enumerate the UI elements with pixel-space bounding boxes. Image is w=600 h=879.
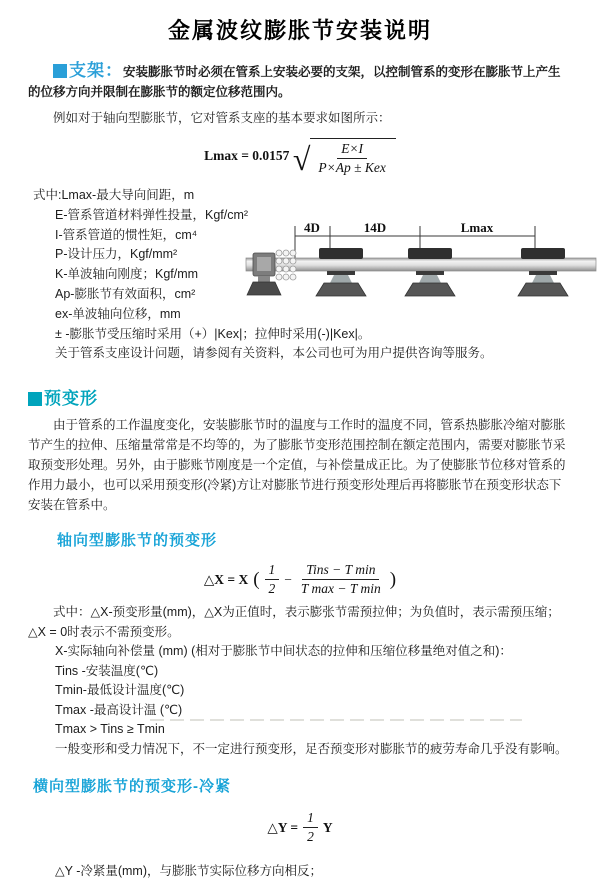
axial-line: Tmax > Tins ≥ Tmin xyxy=(55,722,165,737)
radical-sign: √ xyxy=(292,140,311,177)
definition-line: 式中:Lmax-最大导向间距，m xyxy=(33,188,195,202)
lateral-numerator: 1 xyxy=(303,810,318,828)
guide-support xyxy=(316,248,366,296)
page-title: 金属波纹膨胀节安装说明 xyxy=(167,18,432,43)
section-bullet-icon xyxy=(53,64,67,78)
formula-lmax xyxy=(0,138,600,176)
sqrt-expression xyxy=(293,138,396,176)
formula-lateral-rhs: Y xyxy=(322,819,333,835)
predeform-section-heading-row xyxy=(28,384,572,409)
temp-numerator: Tins − T min xyxy=(302,562,379,580)
axial-line: Tmin-最低设计温度(℃) xyxy=(55,683,185,698)
support-example-line: 例如对于轴向型膨胀节，它对管系支座的基本要求如图所示： xyxy=(53,111,391,125)
definitions-block xyxy=(33,186,600,364)
predeform-section-heading: 预变形 xyxy=(44,389,98,409)
radicand xyxy=(310,138,396,176)
definition-line: Ap-膨胀节有效面积，cm² xyxy=(55,286,196,301)
fraction-temperature xyxy=(297,562,385,597)
axial-line: 式中：△X-预变形量(mm)，△X为正值时，表示膨张节需预拉伸；为负值时，表示需预压缩；△X = 0时表示不需预变形。 xyxy=(28,605,560,639)
fraction-half-lateral xyxy=(303,810,318,845)
support-section-heading: 支架： xyxy=(69,61,123,80)
definition-line: ex-单波轴向位移，mm xyxy=(55,306,181,321)
definition-line: P-设计压力，Kgf/mm² xyxy=(55,247,178,262)
formula-lmax-lhs: Lmax = 0.0157 xyxy=(204,148,290,164)
formula-lateral-coldpull xyxy=(0,810,600,845)
coldpull-note: △Y -冷紧量(mm)，与膨胀节实际位移方向相反； xyxy=(55,864,323,879)
fraction-half xyxy=(265,562,280,597)
fraction-denominator: P×Ap ± Kex xyxy=(318,160,386,175)
formula-lateral-lhs: △Y = xyxy=(267,819,299,835)
diagram-label-4d: 4D xyxy=(304,220,320,235)
support-intro-text: 安装膨胀节时必须在管系上安装必要的支架，以控制管系的变形在膨胀节上产生的位移方向并限制在膨胀节的额定位移范围内。 xyxy=(28,65,561,99)
definition-line: K-单波轴向刚度；Kgf/mm xyxy=(55,267,199,282)
pipe xyxy=(246,258,596,271)
clipped-text-remnant xyxy=(150,719,522,721)
fraction xyxy=(314,141,390,176)
axial-line: Tmax -最高设计温 (℃) xyxy=(55,702,183,717)
axial-subheading: 轴向型膨胀节的预变形 xyxy=(57,532,218,550)
support-section-intro xyxy=(28,61,572,102)
definition-line: 关于管系支座设计问题，请参阅有关资料，本公司也可为用户提供咨询等服务。 xyxy=(55,346,493,361)
axial-definitions-block xyxy=(28,603,572,759)
minus-sign: − xyxy=(284,571,292,587)
lateral-denominator: 2 xyxy=(307,829,314,845)
section-bullet-icon xyxy=(28,392,42,406)
lateral-subheading: 横向型膨胀节的预变形-冷紧 xyxy=(33,778,231,796)
formula-axial-lhs: △X = X xyxy=(203,571,249,587)
half-denominator: 2 xyxy=(268,581,276,597)
half-numerator: 1 xyxy=(265,562,280,580)
axial-line: X-实际轴向补偿量 (mm) (相对于膨胀节中间状态的拉伸和压缩位移量绝对值之和)： xyxy=(55,644,512,659)
pipe-support-diagram xyxy=(243,216,599,314)
diagram-label-14d: 14D xyxy=(363,220,387,235)
definition-line: E-管系管道材料弹性投量，Kgf/cm² xyxy=(55,207,249,222)
definition-line: I-管系管道的惯性矩，cm⁴ xyxy=(55,227,198,242)
close-paren: ) xyxy=(389,568,397,590)
axial-line: 一般变形和受力情况下，不一定进行预变形，足否预变形对膨胀节的疲劳寿命几乎没有影响。 xyxy=(55,741,568,756)
guide-support xyxy=(405,248,455,296)
definition-line: ± -膨胀节受压缩时采用（+）|Kex|；拉伸时采用(-)|Kex|。 xyxy=(55,326,371,341)
formula-axial-predeform xyxy=(0,562,600,597)
temp-denominator: T max − T min xyxy=(300,581,381,597)
predeform-paragraph: 由于管系的工作温度变化，安装膨胀节时的温度与工作时的温度不同，管系热膨胀冷缩对膨胀节产生的拉伸、压缩量常常是不均等的，为了膨胀节变形范围控制在额定范围内，需要对膨胀节采取预变形处理。另外，由于膨账节刚度是一个定值，与补偿量成正比。为了使膨胀节位移对管系的作用力最小，也可以采用预变形(冷紧)方让对膨胀节进行预变形处理后再将膨胀节在预变形状态下安装在管系中。 xyxy=(28,418,566,513)
open-paren: ( xyxy=(253,568,260,590)
fraction-numerator: E×I xyxy=(337,141,367,159)
guide-support xyxy=(518,248,568,296)
axial-line: Tins -安装温度(℃) xyxy=(55,663,159,678)
diagram-label-lmax: Lmax xyxy=(460,220,494,235)
